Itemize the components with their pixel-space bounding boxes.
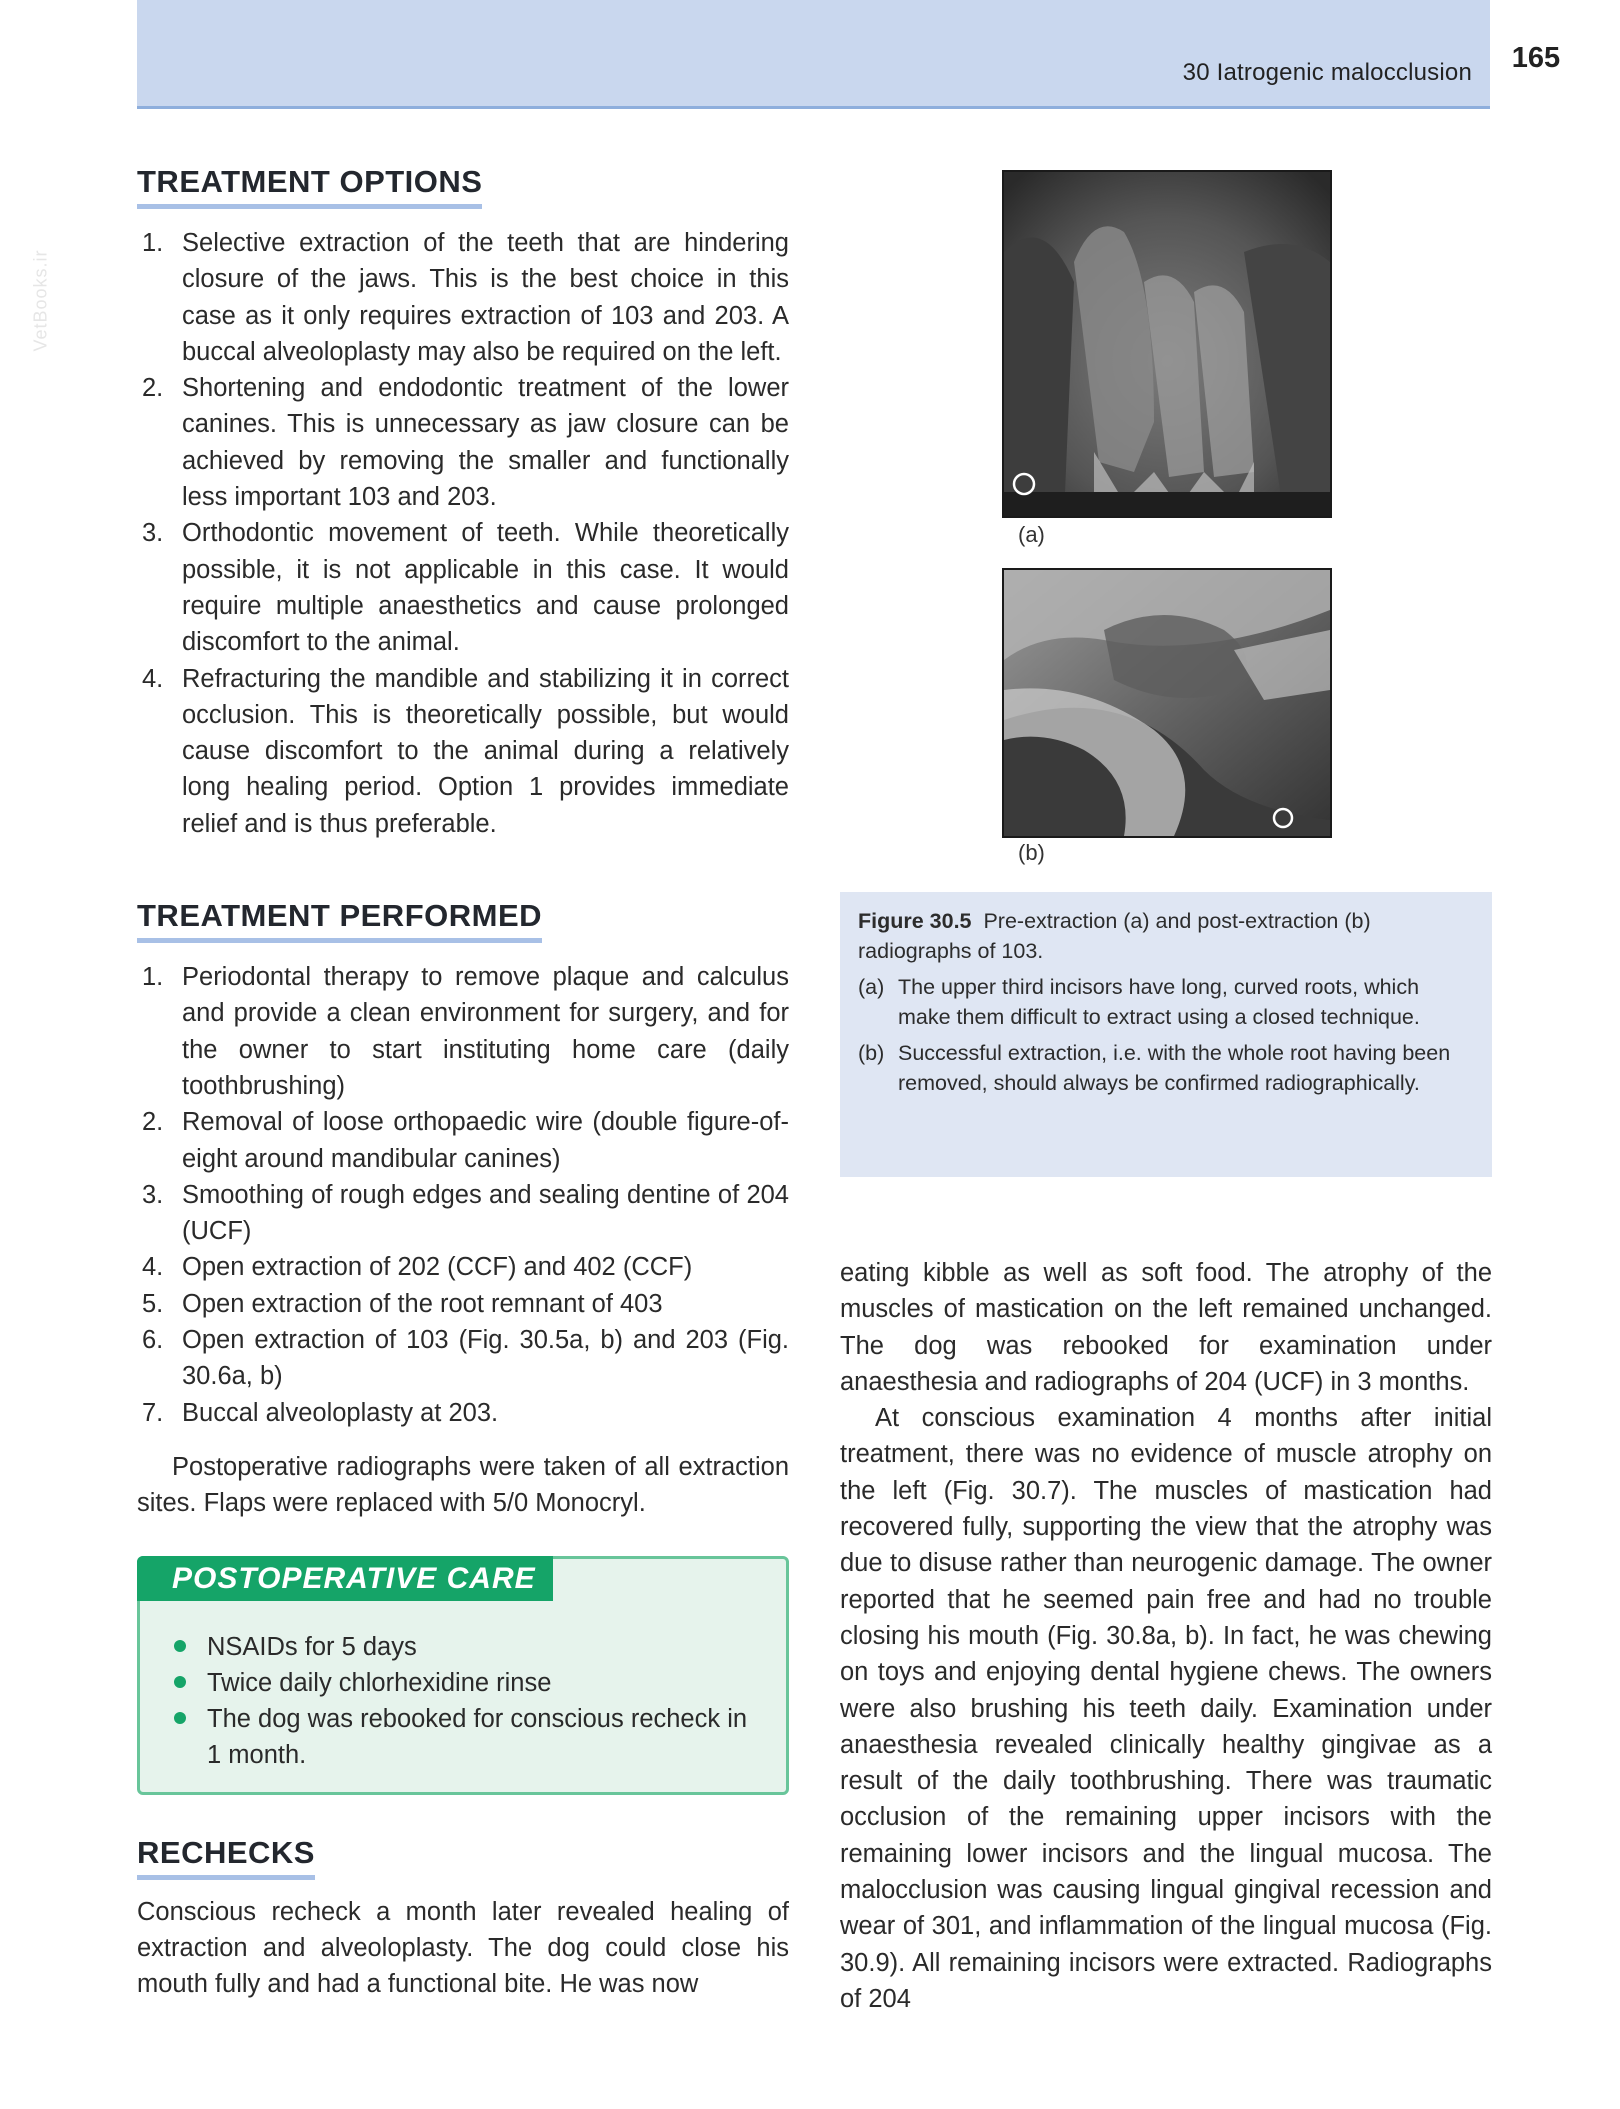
list-item [158, 1701, 768, 1774]
radiograph-b-image [1004, 570, 1330, 836]
list-item [137, 661, 789, 842]
caption-item-letter: (a) [858, 975, 885, 999]
item-text: Shortening and endodontic treatment of the lower canines. This is unnecessary as jaw closure can be achieved by removing the smaller and functionally less important 103 and 203. [182, 374, 789, 512]
rechecks-heading: RECHECKS [137, 1835, 315, 1880]
item-number: 6. [142, 1326, 164, 1355]
bullet-icon [174, 1712, 186, 1724]
watermark: VetBooks.ir [30, 249, 51, 352]
item-number: 4. [142, 1253, 164, 1282]
list-item [137, 1286, 789, 1322]
item-text: Periodontal therapy to remove plaque and calculus and provide a clean environment for surgery, and for the owner to start instituting home care (daily toothbrushing) [182, 963, 789, 1100]
bullet-icon [174, 1640, 186, 1652]
item-text: Twice daily chlorhexidine rinse [207, 1668, 552, 1697]
header-band [137, 0, 1490, 109]
radiograph-a [1002, 170, 1332, 518]
page-number: 165 [1511, 41, 1561, 74]
treatment-options-list [137, 225, 789, 842]
caption-item-letter: (b) [858, 1041, 885, 1065]
item-number: 3. [142, 1180, 164, 1209]
item-text: Open extraction of 103 (Fig. 30.5a, b) and 203 (Fig. 30.6a, b) [182, 1326, 789, 1391]
item-text: The dog was rebooked for conscious recheck in 1 month. [207, 1705, 748, 1770]
item-text: Buccal alveoloplasty at 203. [182, 1398, 499, 1427]
right-column-text [840, 1255, 1492, 2017]
postoperative-care-title: POSTOPERATIVE CARE [137, 1556, 553, 1601]
item-text: Removal of loose orthopaedic wire (double figure-of-eight around mandibular canines) [182, 1108, 789, 1173]
item-text: Refracturing the mandible and stabilizing it in correct occlusion. This is theoretically possible, but would cause discomfort to the animal during a relatively long healing period. Option 1 provides immediate relief and is thus preferable. [182, 664, 789, 838]
item-text: Open extraction of 202 (CCF) and 402 (CCF) [182, 1253, 693, 1282]
list-item [137, 370, 789, 515]
item-text: Open extraction of the root remnant of 403 [182, 1289, 663, 1318]
treatment-performed-heading: TREATMENT PERFORMED [137, 898, 542, 943]
item-number: 4. [142, 664, 164, 693]
item-text: Orthodontic movement of teeth. While theoretically possible, it is not applicable in this case. It would require multiple anaesthetics and cause prolonged discomfort to the animal. [182, 519, 789, 657]
list-item [158, 1665, 768, 1701]
item-text: NSAIDs for 5 days [207, 1632, 417, 1661]
treatment-performed-list [137, 959, 789, 1431]
figure-label-b: (b) [1018, 840, 1045, 865]
item-number: 3. [142, 519, 164, 548]
left-column [137, 164, 789, 2003]
caption-text: Pre-extraction (a) and post-extraction (b) radiographs of 103. [858, 909, 1371, 963]
list-item [137, 515, 789, 660]
rechecks-paragraph: Conscious recheck a month later revealed healing of extraction and alveoloplasty. The dog could close his mouth fully and had a functional bite. He was now [137, 1897, 789, 1999]
list-item [158, 1629, 768, 1665]
item-text: Selective extraction of the teeth that are hindering closure of the jaws. This is the best choice in this case as it only requires extraction of 103 and 203. A buccal alveoloplasty may also be required on the left. [182, 229, 789, 366]
rechecks-paragraph-second: At conscious examination 4 months after initial treatment, there was no evidence of muscle atrophy on the left (Fig. 30.7). The muscles of mastication had recovered fully, supporting the view that the atrophy was due to disuse rather than neurogenic damage. The owner reported that he seemed pain free and had no trouble closing his mouth (Fig. 30.8a, b). In fact, he was chewing on toys and enjoying dental hygiene chews. The owners were also brushing his teeth daily. Examination under anaesthesia revealed clinically healthy gingivae as a result of the daily toothbrushing. There was traumatic occlusion of the remaining upper incisors with the remaining lower incisors and the lingual mucosa. The malocclusion was causing lingual gingival recession and wear of 301, and inflammation of the lingual mucosa (Fig. 30.9). All remaining incisors were extracted. Radiographs of 204 [840, 1404, 1492, 2013]
caption-item-text: The upper third incisors have long, curved roots, which make them difficult to extract using a closed technique. [898, 975, 1420, 1029]
caption-item [858, 1038, 1474, 1098]
radiograph-b [1002, 568, 1332, 838]
list-item [137, 1177, 789, 1250]
postoperative-care-box [137, 1556, 789, 1795]
list-item [137, 1249, 789, 1285]
list-item [137, 225, 789, 370]
postoperative-paragraph: Postoperative radiographs were taken of all extraction sites. Flaps were replaced with 5/0 Monocryl. [137, 1452, 789, 1518]
bullet-icon [174, 1676, 186, 1688]
figure-caption [840, 892, 1492, 1177]
list-item [137, 959, 789, 1104]
figure-label-a: (a) [1018, 522, 1045, 547]
item-number: 2. [142, 374, 164, 403]
list-item [137, 1395, 789, 1431]
item-number: 1. [142, 229, 164, 257]
item-text: Smoothing of rough edges and sealing dentine of 204 (UCF) [182, 1180, 789, 1246]
running-head: 30 Iatrogenic malocclusion [1182, 59, 1472, 86]
item-number: 2. [142, 1108, 164, 1137]
list-item [137, 1322, 789, 1395]
list-item [137, 1104, 789, 1177]
caption-item [858, 972, 1474, 1032]
rechecks-paragraph-continued: eating kibble as well as soft food. The atrophy of the muscles of mastication on the left remained unchanged. The dog was rebooked for examination under anaesthesia and radiographs of 204 (UCF) in 3 months. [840, 1259, 1492, 1396]
treatment-options-heading: TREATMENT OPTIONS [137, 164, 482, 209]
caption-item-text: Successful extraction, i.e. with the whole root having been removed, should always be confirmed radiographically. [898, 1041, 1451, 1095]
page-number-box [1492, 0, 1620, 106]
postoperative-care-list [158, 1629, 768, 1774]
caption-title: Figure 30.5 [858, 909, 972, 933]
caption-heading [858, 906, 1474, 966]
item-number: 5. [142, 1289, 164, 1318]
item-number: 7. [142, 1398, 164, 1427]
radiograph-a-image [1004, 172, 1330, 516]
item-number: 1. [142, 963, 164, 992]
